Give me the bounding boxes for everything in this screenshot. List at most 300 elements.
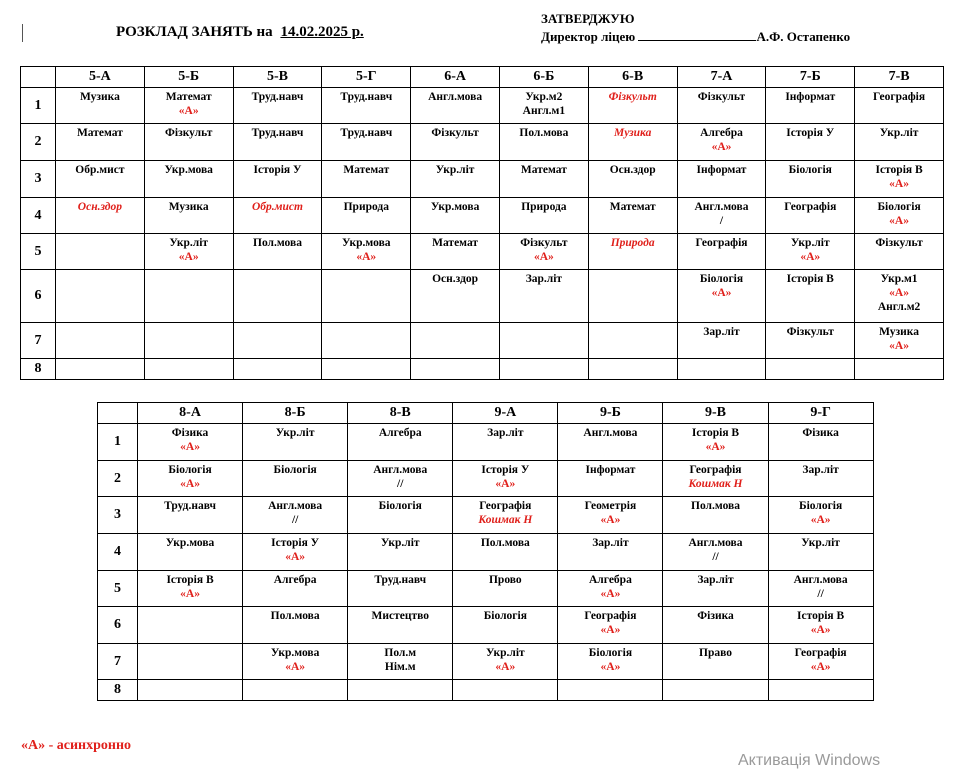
subject-text: Математ (520, 164, 567, 176)
subject-text: Укр.мова (270, 647, 320, 659)
lesson-cell (233, 234, 322, 270)
lesson-cell (677, 124, 766, 161)
async-mark: «А» (533, 251, 554, 263)
subject-text: Укр.мова (165, 537, 215, 549)
subject-text: Історія У (253, 164, 302, 176)
subject-text: Прово (488, 574, 522, 586)
async-mark: «А» (495, 661, 516, 673)
lesson-cell (348, 607, 453, 644)
lesson-cell (411, 270, 500, 323)
subject-text: Історія В (166, 574, 214, 586)
lesson-cell (588, 161, 677, 198)
lesson-cell (588, 234, 677, 270)
lesson-cell (56, 124, 145, 161)
lesson-cell (322, 359, 411, 380)
subject-text: Укр.літ (435, 164, 475, 176)
async-mark: «А» (889, 215, 909, 227)
lesson-cell (411, 198, 500, 234)
corner-cell (21, 67, 56, 88)
lesson-cell (348, 497, 453, 534)
subject-text: Історія В (786, 273, 834, 285)
lesson-cell (322, 270, 411, 323)
subject-text: Біологія (699, 273, 744, 285)
subject-text: Англ.м2 (877, 301, 921, 313)
director-label: Директор ліцею (541, 29, 636, 44)
subject-text: Труд.навч (164, 500, 216, 512)
lesson-cell (768, 461, 873, 497)
lesson-row (21, 88, 944, 124)
approval-block (541, 10, 850, 46)
lesson-cell (56, 161, 145, 198)
lesson-number: 7 (98, 644, 138, 680)
async-mark: «А» (711, 287, 732, 299)
lesson-cell (348, 461, 453, 497)
lesson-number: 6 (21, 270, 56, 323)
lesson-cell (855, 359, 944, 380)
class-header: 5-Г (322, 67, 411, 88)
subject-text: Труд.навч (340, 91, 393, 103)
left-margin-line (22, 24, 23, 42)
signature-line (638, 28, 756, 41)
subject-text: Біологія (378, 500, 422, 512)
lesson-cell (766, 88, 855, 124)
subject-text: Зар.літ (592, 537, 629, 549)
subject-text: Фізкульт (786, 326, 834, 338)
subject-text: Музика (168, 201, 209, 213)
lesson-cell (348, 424, 453, 461)
lesson-cell (411, 359, 500, 380)
lesson-cell (453, 644, 558, 680)
lesson-cell (322, 124, 411, 161)
subject-text: Фізкульт (697, 91, 746, 103)
subject-text: Географія (873, 91, 926, 103)
subject-text: Біологія (483, 610, 527, 622)
lesson-row (21, 198, 944, 234)
lesson-cell (558, 571, 663, 607)
lesson-cell (144, 234, 233, 270)
subject-text: // (817, 588, 824, 600)
lesson-number: 8 (21, 359, 56, 380)
lesson-cell (558, 607, 663, 644)
subject-text: Фізкульт (875, 237, 923, 249)
lesson-cell (56, 198, 145, 234)
lesson-cell (348, 534, 453, 571)
lesson-cell (677, 88, 766, 124)
subject-text: Пол.мова (253, 237, 302, 249)
lesson-cell (499, 124, 588, 161)
lesson-cell (766, 124, 855, 161)
subject-text: Пол.м (384, 647, 417, 659)
lesson-cell (243, 607, 348, 644)
class-header: 7-А (677, 67, 766, 88)
lesson-cell (558, 644, 663, 680)
lesson-cell (768, 644, 873, 680)
lesson-cell (138, 680, 243, 701)
class-header: 9-Г (768, 403, 873, 424)
lesson-cell (588, 359, 677, 380)
subject-text: Укр.літ (275, 427, 315, 439)
async-mark: «А» (800, 251, 821, 263)
lesson-cell (677, 234, 766, 270)
director-name: А.Ф. Остапенко (756, 29, 851, 44)
class-header: 8-А (138, 403, 243, 424)
highlighted-subject: Музика (614, 127, 652, 139)
async-mark: «А» (600, 588, 621, 600)
lesson-cell (588, 124, 677, 161)
lesson-cell (411, 323, 500, 359)
lesson-cell (56, 323, 145, 359)
subject-text: Біологія (788, 164, 832, 176)
subject-text: Фізкульт (165, 127, 213, 139)
lesson-cell (768, 607, 873, 644)
highlighted-subject: Фізкульт (608, 91, 657, 103)
class-header: 8-В (348, 403, 453, 424)
lesson-cell (411, 161, 500, 198)
lesson-cell (233, 161, 322, 198)
subject-text: Географія (784, 201, 837, 213)
subject-text: Інформат (696, 164, 747, 176)
lesson-number: 2 (98, 461, 138, 497)
lesson-cell (233, 270, 322, 323)
subject-text: Біологія (877, 201, 921, 213)
lesson-cell (663, 497, 768, 534)
highlighted-subject: Осн.здор (77, 201, 122, 213)
subject-text: Англ.м1 (522, 105, 566, 117)
subject-text: Пол.мова (519, 127, 569, 139)
async-mark: «А» (810, 514, 831, 526)
subject-text: Укр.мова (430, 201, 480, 213)
lesson-cell (138, 534, 243, 571)
lesson-number: 1 (98, 424, 138, 461)
lesson-number: 4 (21, 198, 56, 234)
lesson-cell (677, 198, 766, 234)
subject-text: Англ.мова (688, 537, 743, 549)
subject-text: Географія (689, 464, 742, 476)
lesson-cell (322, 323, 411, 359)
subject-text: Фізика (171, 427, 209, 439)
lesson-row (98, 534, 874, 571)
subject-text: Англ.мова (583, 427, 638, 439)
subject-text: Інформат (785, 91, 836, 103)
async-mark: «А» (178, 251, 199, 263)
async-mark: «А» (889, 287, 909, 299)
lesson-cell (348, 680, 453, 701)
lesson-cell (558, 680, 663, 701)
lesson-cell (768, 534, 873, 571)
lesson-cell (766, 323, 855, 359)
lesson-cell (766, 359, 855, 380)
subject-text: // (397, 478, 404, 490)
header-row (98, 403, 874, 424)
subject-text: Природа (343, 201, 389, 213)
subject-text: Математ (609, 201, 656, 213)
lesson-cell (348, 644, 453, 680)
subject-text: Обр.мист (75, 164, 125, 176)
lesson-cell (348, 571, 453, 607)
lesson-cell (322, 234, 411, 270)
lesson-cell (499, 88, 588, 124)
lesson-cell (855, 161, 944, 198)
lesson-cell (663, 424, 768, 461)
lesson-row (98, 497, 874, 534)
lesson-cell (677, 161, 766, 198)
lesson-row (98, 571, 874, 607)
lesson-cell (663, 644, 768, 680)
class-header: 9-Б (558, 403, 663, 424)
lesson-cell (855, 270, 944, 323)
lesson-cell (138, 571, 243, 607)
subject-text: Осн.здор (432, 273, 479, 285)
windows-activation-watermark: Активація Windows (738, 752, 881, 769)
subject-text: Алгебра (378, 427, 422, 439)
lesson-cell (453, 680, 558, 701)
subject-text: Зар.літ (487, 427, 524, 439)
lesson-cell (499, 270, 588, 323)
lesson-cell (243, 424, 348, 461)
subject-text: Укр.мова (164, 164, 213, 176)
subject-text: / (719, 215, 724, 227)
async-mark: «А» (356, 251, 377, 263)
async-mark: «А» (495, 478, 516, 490)
subject-text: Укр.мова (342, 237, 391, 249)
highlighted-subject: Обр.мист (251, 201, 303, 213)
lesson-cell (558, 424, 663, 461)
lesson-cell (766, 161, 855, 198)
lesson-cell (558, 497, 663, 534)
lesson-cell (138, 607, 243, 644)
subject-text: Історія В (797, 610, 845, 622)
subject-text: Пол.мова (270, 610, 320, 622)
subject-text: Геометрія (584, 500, 637, 512)
class-header: 6-В (588, 67, 677, 88)
director-line (541, 28, 850, 46)
subject-text: Пол.мова (480, 537, 530, 549)
lesson-cell (855, 88, 944, 124)
schedule-table-grades-8-9 (97, 402, 874, 701)
subject-text: Укр.літ (790, 237, 830, 249)
lesson-cell (766, 198, 855, 234)
subject-text: Англ.мова (793, 574, 848, 586)
subject-text: Фізкульт (431, 127, 479, 139)
subject-text: Інформат (585, 464, 636, 476)
lesson-cell (663, 571, 768, 607)
lesson-row (98, 461, 874, 497)
lesson-cell (663, 680, 768, 701)
lesson-cell (138, 424, 243, 461)
subject-text: Історія В (691, 427, 740, 439)
subject-text: Математ (432, 237, 479, 249)
lesson-cell (144, 198, 233, 234)
subject-text: Алгебра (589, 574, 632, 586)
lesson-cell (453, 607, 558, 644)
lesson-cell (453, 424, 558, 461)
subject-text: Природа (521, 201, 567, 213)
lesson-cell (233, 88, 322, 124)
subject-text: Англ.мова (428, 91, 483, 103)
lesson-cell (243, 497, 348, 534)
class-header: 7-В (855, 67, 944, 88)
lesson-cell (243, 571, 348, 607)
class-header: 6-Б (499, 67, 588, 88)
lesson-cell (138, 644, 243, 680)
lesson-cell (453, 571, 558, 607)
async-mark: «А» (180, 441, 200, 453)
lesson-cell (243, 534, 348, 571)
lesson-cell (588, 270, 677, 323)
subject-text: Зар.літ (697, 574, 734, 586)
lesson-number: 1 (21, 88, 56, 124)
lesson-cell (663, 534, 768, 571)
subject-text: Англ.мова (268, 500, 323, 512)
lesson-cell (322, 88, 411, 124)
lesson-cell (855, 198, 944, 234)
approve-title: ЗАТВЕРДЖУЮ (541, 11, 635, 26)
lesson-cell (233, 124, 322, 161)
subject-text: Математ (343, 164, 390, 176)
lesson-cell (243, 644, 348, 680)
lesson-cell (56, 270, 145, 323)
async-mark: «А» (711, 141, 732, 153)
lesson-cell (768, 497, 873, 534)
async-mark: «А» (810, 661, 831, 673)
lesson-cell (663, 607, 768, 644)
subject-text: Укр.літ (169, 237, 209, 249)
subject-text: Труд.навч (251, 91, 304, 103)
class-header: 5-А (56, 67, 145, 88)
lesson-cell (768, 424, 873, 461)
highlighted-subject: Кошмак Н (478, 514, 533, 526)
lesson-cell (499, 198, 588, 234)
lesson-row (21, 270, 944, 323)
subject-text: Пол.мова (691, 500, 740, 512)
async-mark: «А» (600, 514, 621, 526)
async-mark: «А» (600, 624, 621, 636)
subject-text: Право (699, 647, 732, 659)
subject-text: Труд.навч (251, 127, 304, 139)
subject-text: // (291, 514, 299, 526)
subject-text: Алгебра (700, 127, 743, 139)
lesson-cell (588, 198, 677, 234)
lesson-cell (322, 198, 411, 234)
subject-text: Укр.м2 (525, 91, 563, 103)
subject-text: Зар.літ (525, 273, 563, 285)
async-mark: «А» (600, 661, 621, 673)
async-mark: «А» (889, 340, 909, 352)
lesson-cell (588, 323, 677, 359)
legend-async: «А» - асинхронно (21, 738, 132, 753)
lesson-cell (558, 461, 663, 497)
lesson-number: 4 (98, 534, 138, 571)
title-prefix: РОЗКЛАД ЗАНЯТЬ на (116, 24, 273, 40)
lesson-cell (144, 88, 233, 124)
lesson-cell (663, 461, 768, 497)
schedule-date: 14.02.2025 р. (280, 24, 364, 40)
subject-text: Укр.літ (879, 127, 919, 139)
lesson-number: 2 (21, 124, 56, 161)
class-header: 6-А (411, 67, 500, 88)
lesson-cell (233, 359, 322, 380)
subject-text: Історія У (481, 464, 530, 476)
class-header: 5-В (233, 67, 322, 88)
class-header: 9-А (453, 403, 558, 424)
subject-text: Музика (879, 326, 920, 338)
lesson-cell (56, 88, 145, 124)
async-mark: «А» (180, 478, 200, 490)
lesson-cell (499, 359, 588, 380)
header-row (21, 67, 944, 88)
subject-text: Мистецтво (371, 610, 429, 622)
lesson-row (21, 234, 944, 270)
lesson-cell (411, 124, 500, 161)
async-mark: «А» (180, 588, 200, 600)
highlighted-subject: Природа (610, 237, 655, 249)
lesson-number: 3 (21, 161, 56, 198)
async-mark: «А» (810, 624, 831, 636)
subject-text: Англ.мова (694, 201, 749, 213)
lesson-row (98, 680, 874, 701)
async-mark: «А» (285, 551, 306, 563)
lesson-cell (766, 270, 855, 323)
lesson-cell (453, 461, 558, 497)
lesson-cell (768, 680, 873, 701)
lesson-cell (144, 359, 233, 380)
lesson-cell (243, 680, 348, 701)
subject-text: Укр.літ (801, 537, 840, 549)
lesson-number: 7 (21, 323, 56, 359)
lesson-cell (453, 534, 558, 571)
subject-text: Географія (794, 647, 847, 659)
lesson-cell (144, 270, 233, 323)
subject-text: Зар.літ (703, 326, 740, 338)
subject-text: Англ.мова (373, 464, 428, 476)
lesson-cell (138, 497, 243, 534)
subject-text: // (712, 551, 719, 563)
lesson-number: 5 (98, 571, 138, 607)
page-title (116, 24, 364, 41)
lesson-number: 3 (98, 497, 138, 534)
subject-text: Історія У (786, 127, 835, 139)
lesson-row (21, 161, 944, 198)
lesson-cell (243, 461, 348, 497)
async-mark: «А» (889, 178, 909, 190)
subject-text: Біологія (798, 500, 843, 512)
lesson-cell (144, 323, 233, 359)
lesson-cell (855, 234, 944, 270)
lesson-cell (411, 88, 500, 124)
subject-text: Укр.літ (380, 537, 420, 549)
subject-text: Біологія (168, 464, 212, 476)
lesson-cell (144, 161, 233, 198)
lesson-number: 8 (98, 680, 138, 701)
subject-text: Музика (79, 91, 120, 103)
class-header: 8-Б (243, 403, 348, 424)
lesson-row (21, 323, 944, 359)
lesson-row (21, 124, 944, 161)
async-mark: «А» (285, 661, 306, 673)
lesson-row (98, 424, 874, 461)
lesson-cell (855, 124, 944, 161)
subject-text: Математ (76, 127, 123, 139)
lesson-cell (138, 461, 243, 497)
subject-text: Географія (695, 237, 748, 249)
subject-text: Фізкульт (520, 237, 568, 249)
class-header: 5-Б (144, 67, 233, 88)
lesson-cell (499, 323, 588, 359)
lesson-cell (411, 234, 500, 270)
subject-text: Біологія (588, 647, 633, 659)
lesson-cell (677, 359, 766, 380)
subject-text: Історія В (875, 164, 923, 176)
